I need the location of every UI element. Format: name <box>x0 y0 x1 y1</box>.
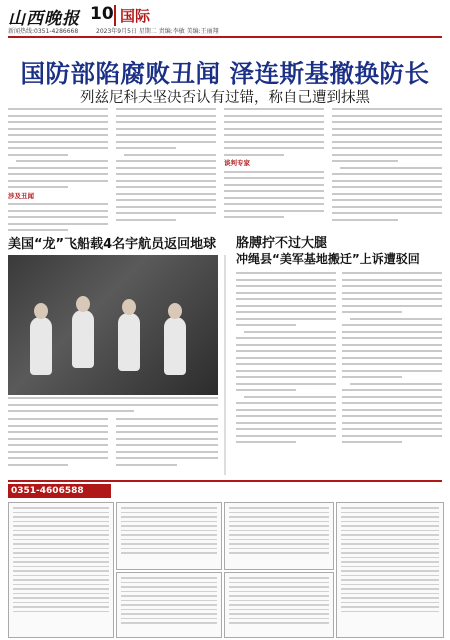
okinawa-article-column-2 <box>342 272 442 474</box>
okinawa-headline-line1: 胳膊拧不过大腿 <box>236 236 328 251</box>
ad-phone-banner: 0351-4606588 <box>8 484 111 498</box>
section-title: 国际 <box>114 5 150 26</box>
ad-block-4 <box>224 502 334 570</box>
main-article-column-4 <box>332 108 442 243</box>
ad-block-3 <box>116 572 222 638</box>
ad-block-6 <box>336 502 444 638</box>
news-hotline: 新闻热线:0351-4286668 <box>8 28 79 35</box>
subtitle-negotiator: 谈判专家 <box>224 159 250 167</box>
newspaper-logo: 山西晚报 <box>8 9 80 29</box>
main-article-column-3 <box>224 108 324 243</box>
astronaut-article-column-2 <box>116 418 218 476</box>
main-headline: 国防部陷腐败丑闻 泽连斯基撤换防长 <box>20 59 430 88</box>
okinawa-headline-line2: 冲绳县“美军基地搬迁”上诉遭驳回 <box>236 252 420 266</box>
main-article-column-2 <box>116 108 216 243</box>
main-article-column-1 <box>8 108 108 243</box>
astronaut-photo <box>8 255 218 395</box>
astronaut-article-column-1 <box>8 418 108 476</box>
masthead <box>8 4 442 36</box>
astronaut-photo-caption <box>8 397 218 417</box>
ad-block-1 <box>8 502 114 638</box>
page-number: 10 <box>90 4 114 24</box>
masthead-divider <box>8 36 442 38</box>
main-subhead: 列兹尼科夫坚决否认有过错，称自己遭到抹黑 <box>80 90 370 106</box>
column-divider <box>224 255 226 475</box>
subtitle-scandal: 涉及丑闻 <box>8 191 34 200</box>
okinawa-article-column-1 <box>236 272 336 474</box>
ad-block-5 <box>224 572 334 638</box>
ad-block-2 <box>116 502 222 570</box>
astronaut-headline: 美国“龙”飞船载4名宇航员返回地球 <box>8 237 217 252</box>
classified-ads <box>8 480 442 638</box>
dateline: 2023年9月5日 星期二 责编:李敏 美编:王丽翔 <box>96 28 219 35</box>
